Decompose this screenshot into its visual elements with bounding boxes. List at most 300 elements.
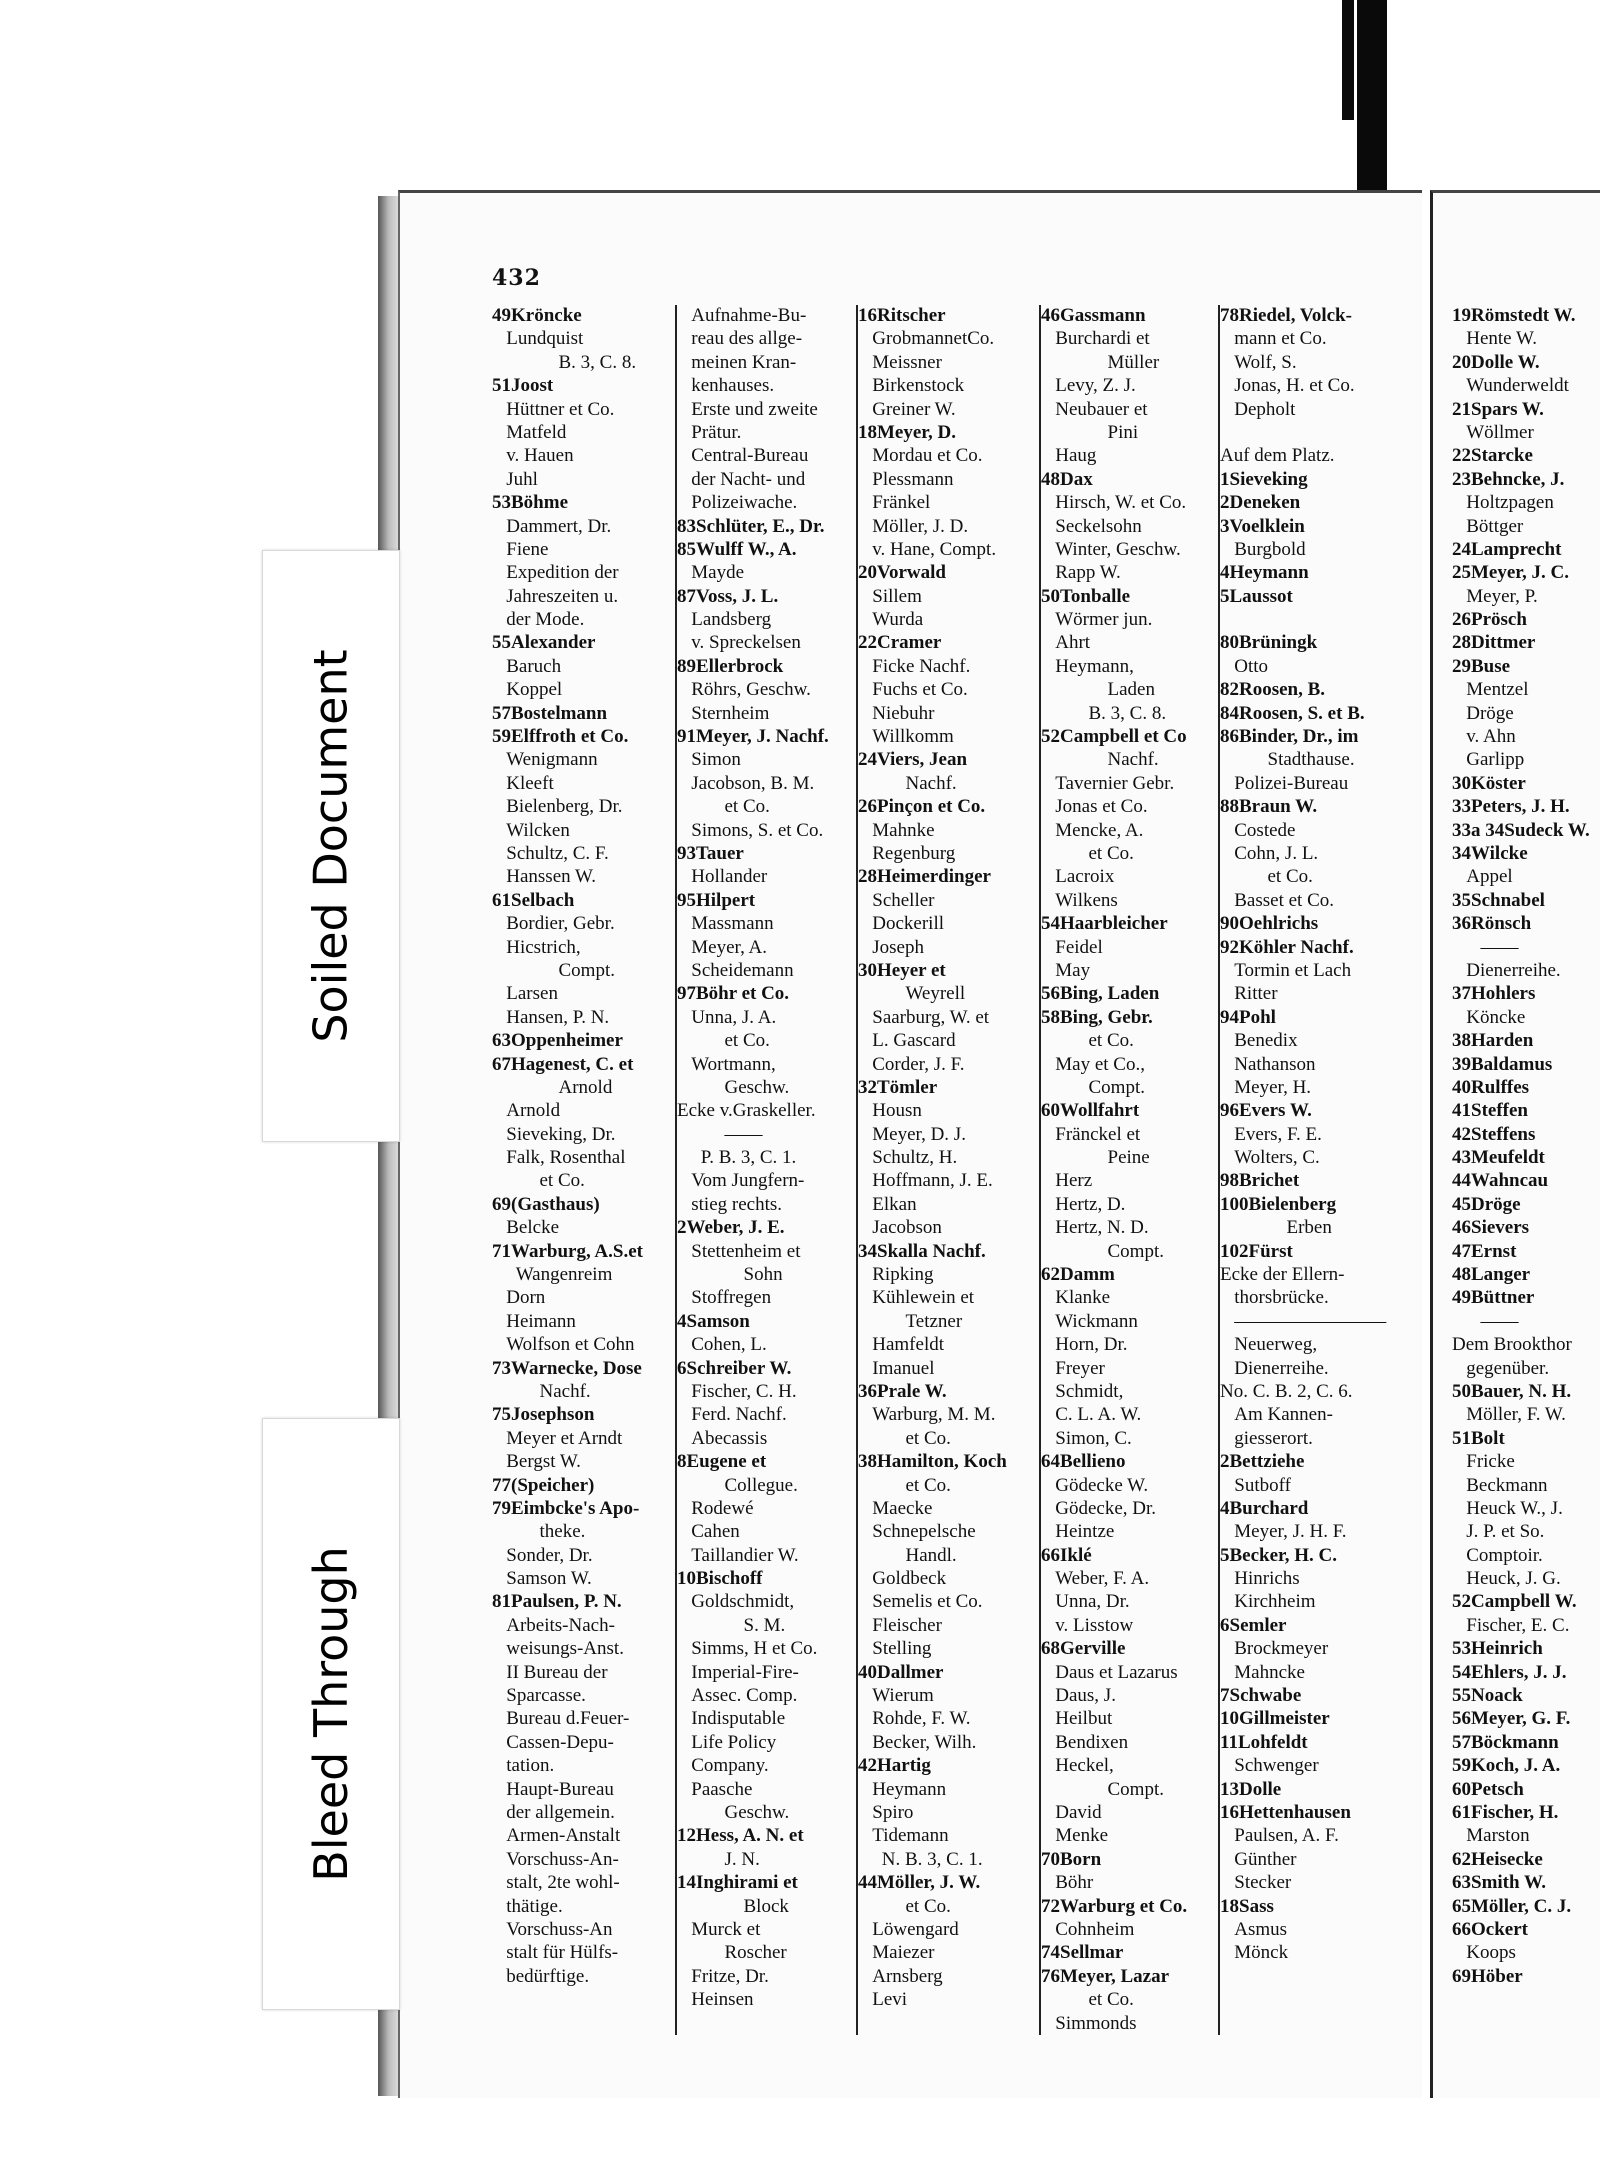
directory-line: Aufnahme-Bu-: [677, 305, 807, 326]
directory-line: et Co.: [492, 1170, 585, 1192]
directory-line: Beckmann: [1452, 1474, 1548, 1496]
directory-line: 30Köster: [1452, 772, 1526, 794]
directory-line: 64Bellieno: [1041, 1451, 1126, 1473]
directory-line: Fricke: [1452, 1451, 1515, 1473]
directory-line: 41Steffen: [1452, 1100, 1528, 1122]
directory-line: 45Dröge: [1452, 1193, 1521, 1215]
directory-line: Joseph: [858, 936, 924, 958]
directory-line: Löwengard: [858, 1918, 959, 1940]
directory-line: 88Braun W.: [1220, 796, 1318, 818]
directory-line: Böttger: [1452, 515, 1524, 537]
directory-line: Goldbeck: [858, 1568, 947, 1590]
directory-line: v. Ahn: [1452, 726, 1516, 748]
directory-line: Herz: [1041, 1170, 1093, 1192]
directory-line: Fleischer: [858, 1614, 942, 1636]
directory-line: P. B. 3, C. 1.: [677, 1147, 797, 1169]
directory-line: L. Gascard: [858, 1030, 956, 1052]
directory-line: Cohn, J. L.: [1220, 842, 1319, 864]
directory-line: Nachf.: [858, 772, 957, 794]
directory-line: Stettenheim et: [677, 1240, 801, 1262]
directory-line: 76Meyer, Lazar: [1041, 1965, 1170, 1987]
directory-line: 28Heimerdinger: [858, 866, 991, 888]
directory-line: stieg rechts.: [677, 1193, 783, 1215]
directory-line: 57Bostelmann: [492, 702, 608, 724]
directory-line: Mönck: [1220, 1942, 1289, 1964]
directory-line: 33Peters, J. H.: [1452, 796, 1570, 818]
directory-line: 47Ernst: [1452, 1240, 1517, 1262]
directory-line: 55Alexander: [492, 632, 596, 654]
directory-line: Imanuel: [858, 1357, 935, 1379]
directory-line: Fränkel: [858, 492, 931, 514]
directory-column-1: [492, 304, 672, 1988]
directory-line: 10Bischoff: [677, 1568, 763, 1590]
directory-line: 50Bauer, N. H.: [1452, 1380, 1572, 1402]
directory-line: Fuchs et Co.: [858, 679, 968, 701]
directory-line: 49Büttner: [1452, 1287, 1535, 1309]
directory-line: 91Meyer, J. Nachf.: [677, 726, 829, 748]
directory-line: 61Fischer, H.: [1452, 1802, 1559, 1823]
directory-line: Ficke Nachf.: [858, 655, 971, 677]
directory-line: et Co.: [677, 1030, 770, 1052]
directory-line: Am Kannen-: [1220, 1404, 1333, 1426]
directory-line: 19Römstedt W.: [1452, 305, 1576, 326]
directory-line: Roscher: [677, 1942, 787, 1964]
directory-line: 71Warburg, A.S.et: [492, 1240, 643, 1262]
directory-line: Polizei-Bureau: [1220, 772, 1349, 794]
directory-line: Bergst W.: [492, 1451, 581, 1473]
directory-line: 3Voelklein: [1220, 515, 1305, 537]
directory-line: Nachf.: [492, 1380, 591, 1402]
directory-line: 2Bettziehe: [1220, 1451, 1305, 1473]
directory-line: B. 3, C. 8.: [492, 351, 637, 373]
directory-column-5: [1220, 304, 1415, 1965]
directory-line: 63Oppenheimer: [492, 1030, 623, 1052]
directory-line: Meissner: [858, 351, 942, 373]
directory-line: 59Elffroth et Co.: [492, 726, 629, 748]
directory-line: 42Hartig: [858, 1755, 931, 1777]
directory-line: 94Pohl: [1220, 1006, 1276, 1028]
directory-line: Erste und zweite: [677, 398, 818, 420]
directory-line: Cohnheim: [1041, 1918, 1135, 1940]
directory-line: 55Noack: [1452, 1685, 1523, 1707]
directory-line: Levi: [858, 1989, 908, 2011]
directory-line: 54Haarbleicher: [1041, 913, 1168, 935]
directory-line: 57Böckmann: [1452, 1731, 1559, 1753]
directory-line: Heilbut: [1041, 1708, 1113, 1730]
directory-line: Greiner W.: [858, 398, 956, 420]
directory-line: Housn: [858, 1100, 922, 1122]
directory-line: J. P. et So.: [1452, 1521, 1545, 1543]
directory-line: Warburg, M. M.: [858, 1404, 996, 1426]
directory-line: Hertz, D.: [1041, 1193, 1126, 1215]
directory-line: kenhauses.: [677, 375, 775, 397]
directory-line: Stecker: [1220, 1872, 1292, 1894]
directory-line: Arnsberg: [858, 1965, 943, 1987]
directory-line: 51Bolt: [1452, 1427, 1505, 1449]
directory-line: 96Evers W.: [1220, 1100, 1312, 1122]
directory-line: Asmus: [1220, 1918, 1288, 1940]
directory-line: Sieveking, Dr.: [492, 1123, 616, 1145]
directory-line: Rodewé: [677, 1497, 754, 1519]
directory-line: Fischer, E. C.: [1452, 1614, 1570, 1636]
directory-line: Ripking: [858, 1264, 934, 1286]
directory-line: Becker, Wilh.: [858, 1731, 977, 1753]
directory-line: Jonas, H. et Co.: [1220, 375, 1355, 397]
directory-line: 6Schreiber W.: [677, 1357, 792, 1379]
directory-line: et Co.: [1220, 866, 1313, 888]
directory-line: Mahncke: [1220, 1661, 1305, 1683]
directory-line: 84Roosen, S. et B.: [1220, 702, 1365, 724]
directory-line: v. Hauen: [492, 445, 574, 467]
directory-line: Jahreszeiten u.: [492, 585, 619, 607]
directory-line: 67Hagenest, C. et: [492, 1053, 634, 1075]
directory-line: Arbeits-Nach-: [492, 1614, 615, 1636]
directory-line: S. M.: [677, 1614, 786, 1636]
directory-line: 70Born: [1041, 1848, 1102, 1870]
directory-line: 68Gerville: [1041, 1638, 1126, 1660]
directory-line: 66Iklé: [1041, 1544, 1092, 1566]
directory-line: Samson W.: [492, 1568, 592, 1590]
directory-line: Köncke: [1452, 1006, 1526, 1028]
directory-line: 34Wilcke: [1452, 842, 1528, 864]
directory-line: Wunderweldt: [1452, 375, 1569, 397]
directory-line: Dammert, Dr.: [492, 515, 612, 537]
directory-line: Simons, S. et Co.: [677, 819, 824, 841]
directory-line: et Co.: [1041, 842, 1134, 864]
directory-line: 48Langer: [1452, 1264, 1531, 1286]
bleed-through-text: Bleed Through: [304, 1546, 359, 1882]
directory-line: 32Tömler: [858, 1076, 938, 1098]
directory-line: 83Schlüter, E., Dr.: [677, 515, 825, 537]
directory-line: Wilkens: [1041, 889, 1118, 911]
directory-line: 4Samson: [677, 1310, 750, 1332]
directory-line: Regenburg: [858, 842, 956, 864]
directory-line: 35Schnabel: [1452, 889, 1545, 911]
directory-line: Life Policy: [677, 1731, 777, 1753]
directory-line: Wolfson et Cohn: [492, 1334, 635, 1356]
directory-line: reau des allge-: [677, 328, 803, 350]
directory-line: 62Damm: [1041, 1264, 1115, 1286]
directory-line: Daus, J.: [1041, 1685, 1116, 1707]
directory-line: 29Buse: [1452, 655, 1511, 677]
directory-line: Appel: [1452, 866, 1513, 888]
directory-line: [1220, 608, 1415, 631]
directory-line: 33a 34Sudeck W.: [1452, 819, 1590, 841]
directory-line: Matfeld: [492, 421, 567, 443]
directory-line: 58Bing, Gebr.: [1041, 1006, 1153, 1028]
directory-line: Meyer et Arndt: [492, 1427, 623, 1449]
directory-line: Hamfeldt: [858, 1334, 945, 1356]
directory-line: Haupt-Bureau: [492, 1778, 614, 1800]
directory-line: No. C. B. 2, C. 6.: [1220, 1380, 1353, 1402]
directory-line: 53Heinrich: [1452, 1638, 1543, 1660]
directory-line: Freyer: [1041, 1357, 1105, 1379]
directory-line: Abecassis: [677, 1427, 768, 1449]
directory-line: 1Sieveking: [1220, 468, 1308, 490]
directory-line: 4Burchard: [1220, 1497, 1309, 1519]
directory-line: 87Voss, J. L.: [677, 585, 779, 607]
directory-line: N. B. 3, C. 1.: [858, 1848, 983, 1870]
directory-line: 28Dittmer: [1452, 632, 1536, 654]
directory-line: et Co.: [1041, 1989, 1134, 2011]
directory-line: 52Campbell W.: [1452, 1591, 1577, 1613]
directory-line: 7Schwabe: [1220, 1685, 1302, 1707]
directory-line: 75Josephson: [492, 1404, 595, 1426]
directory-line: Meyer, J. H. F.: [1220, 1521, 1347, 1543]
directory-line: Baruch: [492, 655, 562, 677]
directory-column-6: [1452, 304, 1600, 1988]
directory-line: 59Koch, J. A.: [1452, 1755, 1561, 1777]
directory-line: 23Behncke, J.: [1452, 468, 1565, 490]
directory-line: 36Prale W.: [858, 1380, 947, 1402]
directory-line: [1220, 421, 1415, 444]
directory-line: 16Hettenhausen: [1220, 1802, 1351, 1823]
directory-line: J. N.: [677, 1848, 760, 1870]
directory-line: 81Paulsen, P. N.: [492, 1591, 622, 1613]
directory-column-3: [858, 304, 1036, 2012]
directory-line: Geschw.: [677, 1076, 790, 1098]
directory-line: Armen-Anstalt: [492, 1825, 621, 1847]
directory-line: et Co.: [858, 1474, 951, 1496]
directory-line: 66Ockert: [1452, 1918, 1528, 1940]
directory-line: Scheller: [858, 889, 935, 911]
directory-line: Hicstrich,: [492, 936, 581, 958]
directory-line: Scheidemann: [677, 959, 794, 981]
directory-line: Indisputable: [677, 1708, 786, 1730]
directory-line: v. Spreckelsen: [677, 632, 801, 654]
directory-line: 98Brichet: [1220, 1170, 1300, 1192]
directory-line: Costede: [1220, 819, 1296, 841]
directory-line: Böhr: [1041, 1872, 1094, 1894]
directory-line: 46Sievers: [1452, 1217, 1530, 1239]
directory-line: 2Weber, J. E.: [677, 1217, 785, 1239]
directory-line: Geschw.: [677, 1802, 790, 1823]
directory-line: bedürftige.: [492, 1965, 590, 1987]
directory-line: Benedix: [1220, 1030, 1298, 1052]
directory-line: Daus et Lazarus: [1041, 1661, 1178, 1683]
directory-line: Heuck W., J.: [1452, 1497, 1563, 1519]
directory-line: 48Dax: [1041, 468, 1093, 490]
directory-line: Fritze, Dr.: [677, 1965, 769, 1987]
directory-line: 95Hilpert: [677, 889, 756, 911]
directory-line: Arnold: [492, 1076, 613, 1098]
directory-line: 20Vorwald: [858, 562, 946, 584]
directory-line: 26Pinçon et Co.: [858, 796, 986, 818]
bleed-through-label: [262, 1418, 400, 2010]
directory-line: Heinsen: [677, 1989, 754, 2011]
directory-line: 44Wahncau: [1452, 1170, 1549, 1192]
directory-line: Wilcken: [492, 819, 570, 841]
soiled-document-text: Soiled Document: [304, 649, 358, 1043]
directory-line: 16Ritscher: [858, 305, 946, 326]
directory-line: Bielenberg, Dr.: [492, 796, 623, 818]
directory-line: 12Hess, A. N. et: [677, 1825, 804, 1847]
directory-line: Nathanson: [1220, 1053, 1316, 1075]
directory-line: 25Meyer, J. C.: [1452, 562, 1569, 584]
directory-line: 50Tonballe: [1041, 585, 1131, 607]
directory-line: Meyer, A.: [677, 936, 767, 958]
directory-line: Wangenreim: [492, 1264, 613, 1286]
directory-line: 18Meyer, D.: [858, 421, 956, 443]
directory-line: Dröge: [1452, 702, 1514, 724]
directory-line: 77(Speicher): [492, 1474, 595, 1496]
directory-line: 56Bing, Laden: [1041, 983, 1160, 1005]
directory-line: 69Höber: [1452, 1965, 1523, 1987]
directory-line: Pini: [1041, 421, 1139, 443]
directory-line: Hollander: [677, 866, 768, 888]
directory-line: 49Kröncke: [492, 305, 582, 326]
directory-line: Dorn: [492, 1287, 546, 1309]
directory-line: Wortmann,: [677, 1053, 776, 1075]
directory-line: Falk, Rosenthal: [492, 1147, 626, 1169]
black-bar-decoration: [1357, 0, 1387, 210]
directory-line: Niebuhr: [858, 702, 935, 724]
directory-line: Sonder, Dr.: [492, 1544, 593, 1566]
directory-line: ——: [677, 1123, 763, 1145]
directory-line: 97Böhr et Co.: [677, 983, 790, 1005]
directory-line: 80Brüningk: [1220, 632, 1318, 654]
directory-line: Comptoir.: [1452, 1544, 1543, 1566]
directory-line: Otto: [1220, 655, 1269, 677]
directory-line: Garlipp: [1452, 749, 1525, 771]
directory-line: 18Sass: [1220, 1895, 1274, 1917]
directory-line: Sohn: [677, 1264, 783, 1286]
directory-line: Massmann: [677, 913, 774, 935]
directory-line: Belcke: [492, 1217, 560, 1239]
directory-line: Assec. Comp.: [677, 1685, 798, 1707]
directory-line: Heymann: [858, 1778, 947, 1800]
directory-line: Horn, Dr.: [1041, 1334, 1128, 1356]
directory-line: Feidel: [1041, 936, 1103, 958]
directory-line: 24Viers, Jean: [858, 749, 968, 771]
directory-line: Compt.: [1041, 1778, 1164, 1800]
directory-line: Burgbold: [1220, 538, 1306, 560]
directory-line: der allgemein.: [492, 1802, 615, 1823]
directory-line: May: [1041, 959, 1091, 981]
directory-line: 82Roosen, B.: [1220, 679, 1326, 701]
directory-line: Cassen-Depu-: [492, 1731, 614, 1753]
directory-line: Dockerill: [858, 913, 945, 935]
directory-line: Koppel: [492, 679, 563, 701]
directory-line: Maiezer: [858, 1942, 935, 1964]
directory-line: 46Gassmann: [1041, 305, 1146, 326]
directory-line: Möller, F. W.: [1452, 1404, 1566, 1426]
directory-line: Wöllmer: [1452, 421, 1534, 443]
directory-line: 52Campbell et Co: [1041, 726, 1187, 748]
directory-line: weisungs-Anst.: [492, 1638, 624, 1660]
directory-line: Heintze: [1041, 1521, 1115, 1543]
directory-line: Müller: [1041, 351, 1160, 373]
directory-line: Mordau et Co.: [858, 445, 983, 467]
directory-line: der Nacht- und: [677, 468, 806, 490]
directory-line: 36Rönsch: [1452, 913, 1532, 935]
directory-line: 56Meyer, G. F.: [1452, 1708, 1571, 1730]
directory-line: Meyer, P.: [1452, 585, 1538, 607]
directory-line: Sutboff: [1220, 1474, 1291, 1496]
directory-line: Erben: [1220, 1217, 1332, 1239]
directory-line: 78Riedel, Volck-: [1220, 305, 1352, 326]
directory-line: Handl.: [858, 1544, 957, 1566]
directory-line: 53Böhme: [492, 492, 568, 514]
directory-line: ————————: [1220, 1310, 1387, 1332]
directory-line: Saarburg, W. et: [858, 1006, 990, 1028]
directory-line: Neubauer et: [1041, 398, 1148, 420]
directory-line: Sternheim: [677, 702, 770, 724]
directory-line: Cohen, L.: [677, 1334, 767, 1356]
directory-line: Ecke der Ellern-: [1220, 1264, 1345, 1286]
directory-line: Stelling: [858, 1638, 932, 1660]
directory-line: Marston: [1452, 1825, 1530, 1847]
directory-line: 8Eugene et: [677, 1451, 767, 1473]
directory-line: Mayde: [677, 562, 745, 584]
directory-line: Günther: [1220, 1848, 1297, 1870]
directory-line: Fiene: [492, 538, 549, 560]
directory-line: Mahnke: [858, 819, 935, 841]
directory-line: 6Semler: [1220, 1614, 1287, 1636]
directory-line: Simmonds: [1041, 2012, 1137, 2034]
directory-line: Wolters, C.: [1220, 1147, 1320, 1169]
directory-line: Hüttner et Co.: [492, 398, 615, 420]
soiled-document-label: [262, 550, 400, 1142]
directory-line: 22Cramer: [858, 632, 942, 654]
directory-line: Heimann: [492, 1310, 576, 1332]
directory-line: Paasche: [677, 1778, 753, 1800]
directory-line: 20Dolle W.: [1452, 351, 1540, 373]
directory-line: et Co.: [858, 1895, 951, 1917]
directory-line: May et Co.,: [1041, 1053, 1145, 1075]
directory-line: Heuck, J. G.: [1452, 1568, 1561, 1590]
directory-line: Willkomm: [858, 726, 954, 748]
directory-line: 38Hamilton, Koch: [858, 1451, 1007, 1473]
directory-line: 10Gillmeister: [1220, 1708, 1330, 1730]
directory-line: Hansen, P. N.: [492, 1006, 610, 1028]
directory-line: thorsbrücke.: [1220, 1287, 1329, 1309]
directory-line: 37Hohlers: [1452, 983, 1536, 1005]
directory-line: Heymann,: [1041, 655, 1134, 677]
directory-line: Larsen: [492, 983, 558, 1005]
directory-line: et Co.: [858, 1427, 951, 1449]
directory-line: B. 3, C. 8.: [1041, 702, 1167, 724]
directory-line: Hirsch, W. et Co.: [1041, 492, 1187, 514]
directory-line: Seckelsohn: [1041, 515, 1142, 537]
directory-line: Hinrichs: [1220, 1568, 1300, 1590]
directory-line: Schwenger: [1220, 1755, 1319, 1777]
directory-line: Goldschmidt,: [677, 1591, 795, 1613]
directory-line: 13Dolle: [1220, 1778, 1282, 1800]
directory-line: Wörmer jun.: [1041, 609, 1153, 631]
directory-line: Ferd. Nachf.: [677, 1404, 787, 1426]
directory-line: Sparcasse.: [492, 1685, 586, 1707]
directory-line: Stadthause.: [1220, 749, 1355, 771]
directory-line: Vorschuss-An: [492, 1918, 613, 1940]
directory-line: Central-Bureau: [677, 445, 809, 467]
directory-line: Vorschuss-An-: [492, 1848, 619, 1870]
directory-line: Tormin et Lach: [1220, 959, 1352, 981]
directory-line: 89Ellerbrock: [677, 655, 784, 677]
directory-line: 73Warnecke, Dose: [492, 1357, 642, 1379]
directory-line: 90Oehlrichs: [1220, 913, 1319, 935]
directory-line: Schnepelsche: [858, 1521, 976, 1543]
page-number: 432: [492, 265, 541, 291]
directory-line: tation.: [492, 1755, 555, 1777]
directory-line: 2Deneken: [1220, 492, 1301, 514]
directory-line: Hertz, N. D.: [1041, 1217, 1149, 1239]
directory-line: 40Dallmer: [858, 1661, 944, 1683]
directory-line: Nachf.: [1041, 749, 1159, 771]
directory-line: 63Smith W.: [1452, 1872, 1546, 1894]
directory-line: Winter, Geschw.: [1041, 538, 1181, 560]
directory-line: Maecke: [858, 1497, 933, 1519]
